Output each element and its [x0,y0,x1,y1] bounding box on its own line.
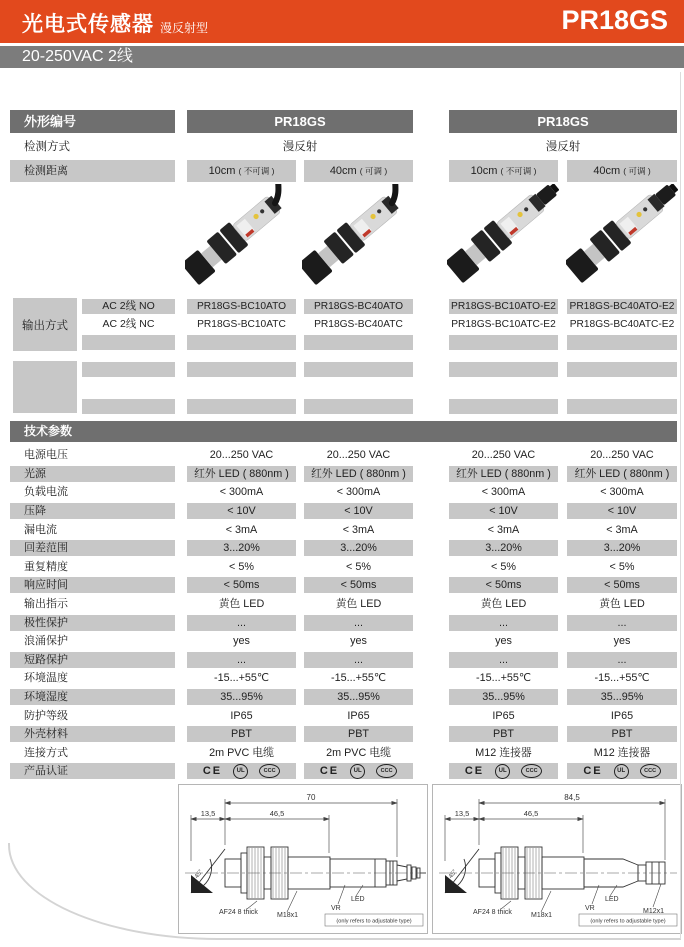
spec-value: < 50ms [567,577,677,593]
spec-value: IP65 [230,709,253,722]
spec-value: -15...+55℃ [330,672,387,685]
spec-value: < 300mA [600,486,644,499]
spec-label: 电源电压 [24,449,68,462]
spec-row [0,725,684,744]
distance-note: ( 不可调 ) [500,166,537,176]
spec-value: 35...95% [567,689,677,705]
spec-value: < 300mA [219,486,264,499]
model-cell: PR18GS-BC40ATO-E2 [567,299,677,314]
spec-value: 黄色 LED [218,598,265,611]
spec-value: ... [187,652,296,668]
output-row-empty [0,334,684,351]
spec-row [0,706,684,725]
spec-row [0,669,684,688]
ce-mark-icon: CE [319,765,340,778]
group-header-1: PR18GS [187,110,413,133]
spec-value: ... [449,615,558,631]
detection-method-label: 检测方式 [24,141,70,153]
label-af24: AF24 8 thick [473,909,512,916]
spec-value: PBT [449,726,558,742]
model-cell: PR18GS-BC40ATC [314,319,403,330]
spec-row [0,688,684,707]
label-thread-m18: M18x1 [277,912,299,919]
spec-value: 35...95% [449,689,558,705]
group-header-2: PR18GS [449,110,677,133]
spec-value: 20...250 VAC [209,449,274,462]
spec-value: M12 连接器 [475,746,532,759]
spec-value: 35...95% [304,689,413,705]
spec-value: yes [350,635,367,648]
voltage-spec-text: 20-250VAC 2线 [22,48,133,65]
ce-mark-icon: CE [202,765,223,778]
spec-row [0,744,684,763]
sensor-photo-cable-10cm [185,184,297,292]
spec-label: 防护等级 [24,709,68,722]
certification-label: 产品认证 [10,763,175,779]
detection-distance-value [187,160,296,182]
spec-row [0,483,684,502]
voltage-spec-bar [0,46,684,68]
ccc-mark-icon: CCC [521,764,542,778]
spec-value: yes [233,635,250,648]
certification-icons [567,763,677,779]
page-right-border [680,72,681,939]
model-cell: PR18GS-BC40ATC-E2 [569,319,675,330]
spec-value: M12 连接器 [593,746,651,759]
spare-block [0,361,684,413]
spec-row [0,632,684,651]
shape-code-header: 外形编号 [10,110,175,133]
empty-cell [449,362,558,377]
spec-value: ... [449,652,558,668]
model-cell: PR18GS-BC10ATC-E2 [451,319,556,330]
ul-mark-icon: UL [614,764,629,779]
output-row-no [0,298,684,315]
dim-front-length: 13,5 [200,809,216,818]
spec-value: < 3mA [606,523,638,536]
label-vr: VR [585,905,595,912]
label-led: LED [351,896,365,903]
spec-value: PBT [304,726,413,742]
certification-icons [449,763,558,779]
detection-distance-value [567,160,677,182]
spec-label: 负载电流 [24,486,68,499]
product-category-title: 光电式传感器 [22,13,154,36]
ccc-mark-icon: CCC [259,764,280,778]
dim-mid-length: 46,5 [523,809,539,818]
empty-cell [449,335,558,350]
empty-cell [187,399,296,414]
spec-row [0,558,684,577]
spec-label: 极性保护 [10,615,175,631]
spec-value: yes [613,635,631,648]
dim-total-length: 70 [306,793,316,802]
sensor-type-label: 漫反射型 [160,21,209,35]
model-cell: PR18GS-BC40ATO [304,299,413,314]
spec-value: -15...+55℃ [213,672,270,685]
empty-cell [304,335,413,350]
distance-main: 40cm [593,165,621,177]
adjustable-note: (only refers to adjustable type) [336,918,412,925]
spec-value: < 5% [609,560,635,573]
output-row-nc [0,316,684,333]
detection-distance-label: 检测距离 [10,160,175,182]
spec-label: 输出指示 [24,598,68,611]
sensor-photo-cable-40cm [302,184,414,292]
distance-main: 10cm [208,165,236,177]
page-bottom-border [305,938,681,940]
spec-row [0,651,684,670]
spec-value: < 10V [187,503,296,519]
empty-cell [304,362,413,377]
spec-value: 黄色 LED [335,598,382,611]
spare-block-label [13,361,77,413]
spec-row [0,465,684,484]
spec-value: yes [495,635,512,648]
distance-main: 40cm [329,165,357,177]
empty-cell [187,335,296,350]
spec-label: 漏电流 [24,523,57,536]
dim-front-length: 13,5 [454,809,470,818]
detection-method-value: 漫反射 [282,141,318,153]
spec-value: < 5% [229,560,254,573]
spec-value: 2m PVC 电缆 [209,746,274,759]
spec-value: < 50ms [449,577,558,593]
spec-value: < 3mA [225,523,258,536]
detection-distance-value [304,160,413,182]
adjustable-note: (only refers to adjustable type) [590,918,666,925]
empty-cell [567,362,677,377]
spec-value: < 300mA [481,486,526,499]
distance-note: ( 可调 ) [623,166,651,176]
sensor-photo-connector-40cm [566,184,678,292]
spec-value: ... [187,615,296,631]
distance-note: ( 不可调 ) [238,166,275,176]
dim-mid-length: 46,5 [269,809,285,818]
tech-params-table [0,446,684,762]
spec-label: 连接方式 [24,746,68,759]
spec-value: < 3mA [487,523,520,536]
empty-cell [82,362,175,377]
spec-value: PBT [187,726,296,742]
model-cell: PR18GS-BC10ATO [187,299,296,314]
dimension-drawing-connector-type [432,784,682,934]
label-thread-m18: M18x1 [531,912,553,919]
beam-angle-label: 45° [194,868,205,880]
tech-params-header [10,421,677,442]
spec-value: < 50ms [187,577,296,593]
spec-value: 2m PVC 电缆 [326,746,391,759]
spec-label: 环境温度 [24,672,68,685]
header-bar [0,0,684,43]
spec-value: 20...250 VAC [326,449,391,462]
spec-value: IP65 [610,709,634,722]
spec-value: 红外 LED ( 880nm ) [304,466,413,482]
model-cell: PR18GS-BC10ATO-E2 [449,299,558,314]
sensor-photo-connector-10cm [447,184,559,292]
spec-label: 重复精度 [24,560,68,573]
spec-label: 响应时间 [10,577,175,593]
empty-cell [187,362,296,377]
output-type-label: AC 2线 NC [102,318,155,330]
spec-value: < 10V [567,503,677,519]
spec-value: -15...+55℃ [475,672,532,685]
spec-label: 光源 [10,466,175,482]
spec-value: -15...+55℃ [594,672,650,685]
spec-value: 红外 LED ( 880nm ) [449,466,558,482]
tech-params-title: 技术参数 [24,424,73,438]
ce-mark-icon: CE [583,765,603,778]
spec-value: 3...20% [187,540,296,556]
spec-label: 回差范围 [10,540,175,556]
spec-value: 3...20% [567,540,677,556]
spec-label: 环境湿度 [10,689,175,705]
empty-cell [449,399,558,414]
distance-main: 10cm [470,165,498,177]
dim-total-length: 84,5 [564,793,580,802]
row-shape-code [0,110,684,133]
row-detection-method [0,137,684,157]
ul-mark-icon: UL [495,764,510,779]
spec-row [0,613,684,632]
spec-value: < 50ms [304,577,413,593]
spec-value: PBT [567,726,677,742]
label-af24: AF24 8 thick [219,909,258,916]
cert-row-wrap [0,762,684,781]
spec-value: 红外 LED ( 880nm ) [187,466,296,482]
spec-row [0,539,684,558]
spec-value: ... [304,652,413,668]
spec-value: < 5% [491,560,516,573]
spec-row [0,502,684,521]
spec-value: 3...20% [304,540,413,556]
beam-angle-label: 45° [448,868,459,880]
page-corner-curve [8,843,310,940]
spec-value: < 10V [304,503,413,519]
output-type-label: AC 2线 NO [82,299,175,314]
row-detection-distance [0,160,684,182]
empty-cell [567,335,677,350]
spec-label: 压降 [10,503,175,519]
spec-value: 黄色 LED [480,598,527,611]
spec-label: 外壳材料 [10,726,175,742]
spec-row [0,595,684,614]
spec-value: 红外 LED ( 880nm ) [567,466,677,482]
spec-row [0,576,684,595]
spec-label: 浪涌保护 [24,635,68,648]
spec-row [0,446,684,465]
empty-cell [82,399,175,414]
spec-value: < 10V [449,503,558,519]
spec-value: 35...95% [187,689,296,705]
ul-mark-icon: UL [350,764,365,779]
spec-value: < 3mA [342,523,375,536]
spec-value: 3...20% [449,540,558,556]
certification-icons [187,763,296,779]
detection-method-value: 漫反射 [545,141,581,153]
detection-distance-value [449,160,558,182]
output-mode-label: 输出方式 [13,298,77,351]
spec-value: 20...250 VAC [471,449,536,462]
spec-value: < 300mA [336,486,381,499]
label-connector-m12: M12x1 [643,908,665,915]
spare-row [0,361,684,378]
certification-icons [304,763,413,779]
ccc-mark-icon: CCC [376,764,397,778]
spec-value: ... [567,615,677,631]
ccc-mark-icon: CCC [640,764,661,778]
spec-value: ... [304,615,413,631]
output-mode-block [0,298,684,351]
spec-value: < 5% [346,560,371,573]
empty-cell [82,335,175,350]
ul-mark-icon: UL [233,764,248,779]
spare-row [0,379,684,397]
spec-value: 20...250 VAC [590,449,654,462]
spec-value: IP65 [492,709,515,722]
spec-value: IP65 [347,709,370,722]
spare-row [0,398,684,415]
empty-cell [304,399,413,414]
distance-note: ( 可调 ) [359,166,388,176]
empty-cell [567,399,677,414]
certification-row [0,762,684,781]
spec-row [0,520,684,539]
label-led: LED [605,896,619,903]
spec-value: ... [567,652,677,668]
label-vr: VR [331,905,341,912]
model-cell: PR18GS-BC10ATC [197,319,286,330]
spec-label: 短路保护 [10,652,175,668]
spec-value: 黄色 LED [599,598,645,611]
model-number: PR18GS [561,5,668,35]
ce-mark-icon: CE [464,765,485,778]
